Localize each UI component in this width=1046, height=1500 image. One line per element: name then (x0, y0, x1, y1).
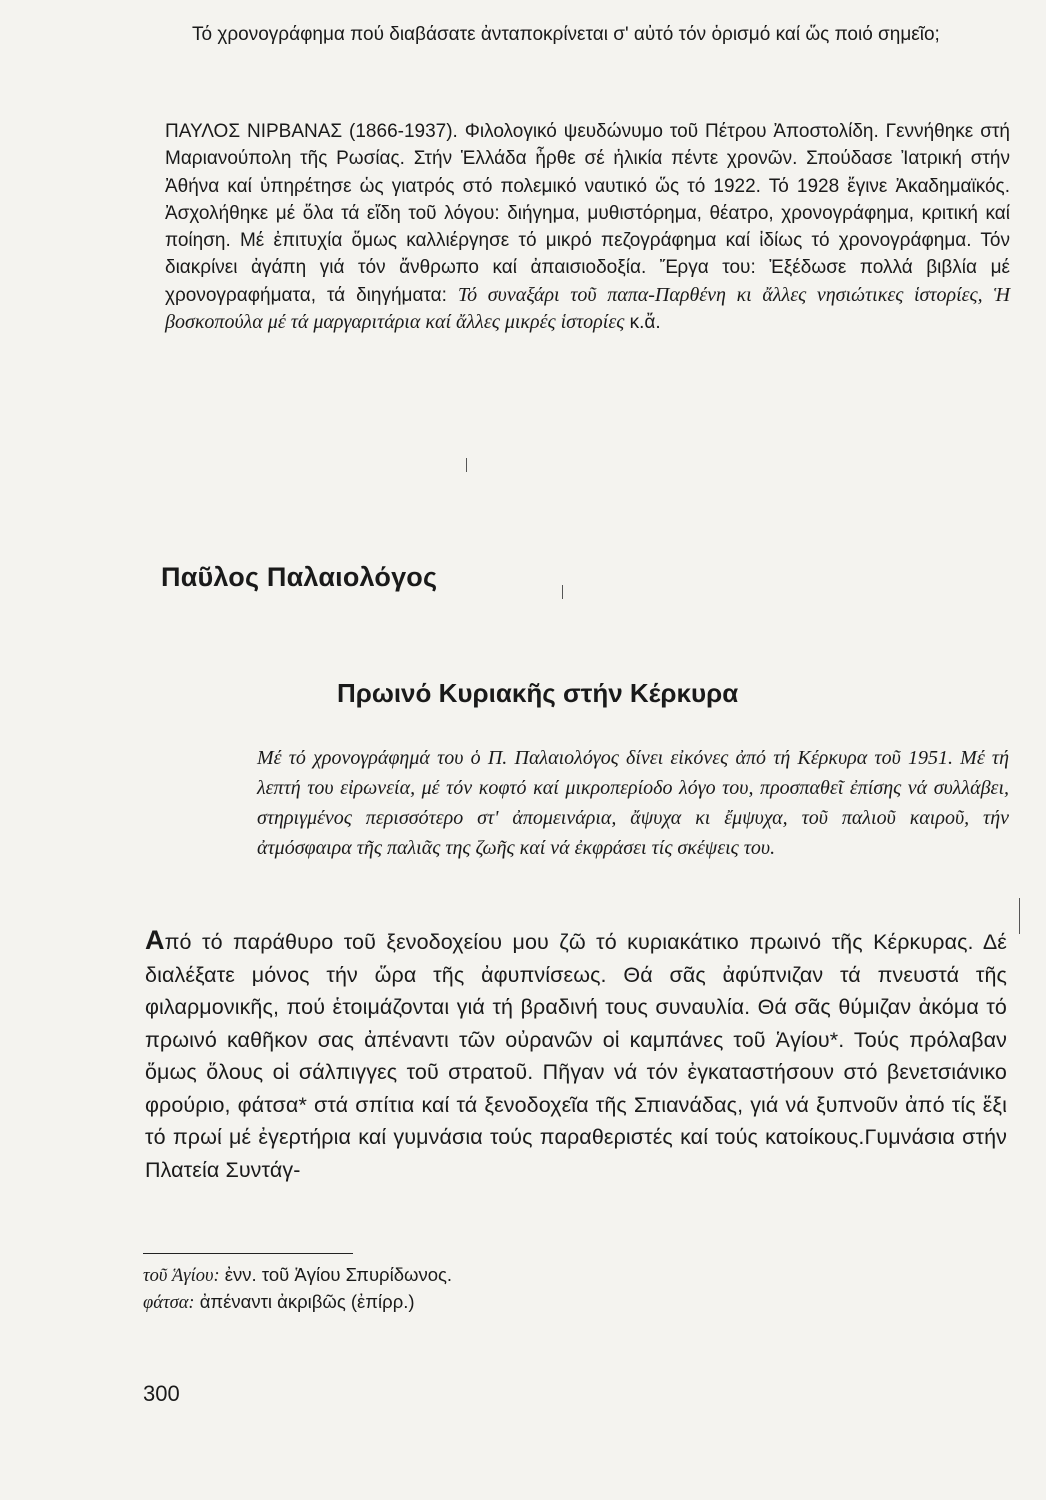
footnote-text: ἀπέναντι ἀκριβῶς (ἐπίρρ.) (199, 1291, 415, 1312)
intro-paragraph (257, 743, 1009, 863)
main-paragraph (145, 924, 1007, 1186)
page-number: 300 (143, 1381, 180, 1406)
work-title-2: Ἡ βοσκοπούλα μέ τά μαργαριτάρια καί ἄλλες μικρές ἱστορίες (165, 283, 1011, 334)
main-text (145, 924, 1007, 1186)
footnotes (143, 1262, 843, 1316)
biography-tail: κ.ἄ. (629, 312, 661, 334)
author-biography (165, 118, 1010, 336)
question-text: Τό χρονογράφημα πού διαβάσατε ἀνταποκρίνεται σ' αὐτό τόν ὁρισμό καί ὥς ποιό σημεῖο; (192, 24, 940, 45)
margin-mark (1019, 898, 1020, 934)
footnote-text: ἐνν. τοῦ Ἁγίου Σπυρίδωνος. (224, 1264, 453, 1285)
footnote-divider (143, 1253, 353, 1254)
footnote-term: φάτσα: (143, 1293, 195, 1313)
main-paragraph-text: πό τό παράθυρο τοῦ ξενοδοχείου μου ζῶ τό κυριακάτικο πρωινό τῆς Κέρκυρας. Δέ διαλέξατε μόνος τήν ὥρα τῆς ἀφυπνίσεως. Θά σᾶς ἀφύπνιζαν τά πνευστά τῆς φιλαρμονικῆς, πού ἑτοιμάζονται γιά τή βραδινή τους συναυλία. Θά σᾶς θύμιζαν ἀκόμα τό πρωινό καθῆκον σας ἀπέναντι τῶν οὐρανῶν οἱ καμπάνες τοῦ Ἁγίου*. Τούς πρόλαβαν ὅμως ὅλους οἱ σάλπιγγες τοῦ στρατοῦ. Πῆγαν νά τόν ἐγκαταστήσουν στό βενετσιάνικο φρούριο, φάτσα* στά σπίτια καί τά ξενοδοχεῖα τῆς Σπιανάδας, γιά νά ξυπνοῦν ἀπό τίς ἕξι τό πρωί μέ ἐγερτήρια καί γυμνάσια τούς παραθεριστές καί τούς κατοίκους.Γυμνάσια στήν Πλατεία Συντάγ- (145, 930, 1007, 1182)
biography-lead: ΠΑΥΛΟΣ ΝΙΡΒΑΝΑΣ (1866-1937). Φιλολογικό ψευδώνυμο τοῦ Πέτρου Ἀποστολίδη. Γεννήθηκε στή Μαριανούπολη τῆς Ρωσίας. Στήν Ἑλλάδα ἦρθε σέ ἡλικία πέντε χρονῶν. Σπούδασε Ἰατρική στήν Ἀθήνα καί ὑπηρέτησε ὡς γιατρός στό πολεμικό ναυτικό ὥς τό 1922. Τό 1928 ἔγινε Ἀκαδημαϊκός. Ἀσχολήθηκε μέ ὅλα τά εἴδη τοῦ λόγου: διήγημα, μυθιστόρημα, θέατρο, χρονογράφημα, κριτική καί ποίηση. Μέ ἐπιτυχία ὅμως καλλιέργησε τό μικρό πεζογράφημα καί ἰδίως τό χρονογράφημα. Τόν διακρίνει ἀγάπη γιά τόν ἄνθρωπο καί ἀπαισιοδοξία. Ἔργα του: Ἐξέδωσε πολλά βιβλία μέ χρονογραφήματα, τά διηγήματα: (165, 121, 1010, 306)
drop-cap: Α (145, 925, 165, 955)
chapter-title: Πρωινό Κυριακῆς στήν Κέρκυρα (337, 678, 739, 708)
author-name: Παῦλος Παλαιολόγος (161, 562, 438, 592)
footnote (143, 1262, 843, 1289)
work-title-1: Τό συναξάρι τοῦ παπα-Παρθένη κι ἄλλες νησιώτικες ἱστορίες, (457, 283, 983, 306)
margin-mark (562, 585, 563, 599)
exercise-question (192, 22, 1008, 48)
biography-paragraph (165, 118, 1010, 336)
footnote-term: τοῦ Ἁγίου: (143, 1266, 220, 1286)
intro-text: Μέ τό χρονογράφημά του ὁ Π. Παλαιολόγος δίνει εἰκόνες ἀπό τή Κέρκυρα τοῦ 1951. Μέ τή λεπτή του εἰρωνεία, μέ τόν κοφτό καί μικροπερίοδο λόγο του, προσπαθεῖ ἐπίσης νά συλλάβει, στηριγμένος περισσότερο στ' ἀπομεινάρια, ἄψυχα κι ἔμψυχα, τοῦ παλιοῦ καιροῦ, τήν ἀτμόσφαιρα τῆς παλιᾶς της ζωῆς καί νά ἐκφράσει τίς σκέψεις του. (257, 747, 1009, 859)
footnote (143, 1289, 843, 1316)
margin-mark (466, 458, 467, 472)
